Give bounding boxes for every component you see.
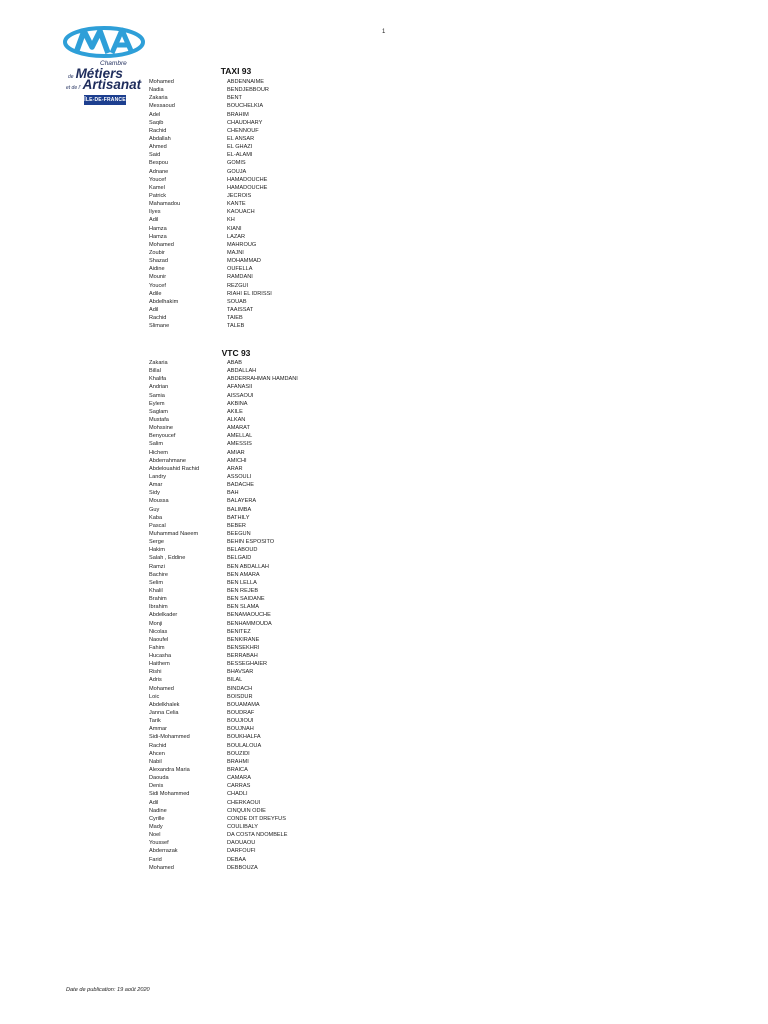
first-name: Mady — [149, 824, 163, 831]
first-name: Brahim — [149, 596, 167, 603]
last-name: BATHILY — [227, 514, 250, 521]
last-name: MAJNI — [227, 249, 244, 256]
first-name: Amar — [149, 482, 163, 489]
first-name: Shazad — [149, 258, 168, 265]
first-name: Youcef — [149, 282, 166, 289]
first-name: Guy — [149, 506, 160, 513]
first-name: Hakim — [149, 547, 165, 554]
first-name: Abdallah — [149, 135, 171, 142]
first-name: Serge — [149, 539, 164, 546]
logo-chambre: Chambre — [100, 60, 127, 67]
last-name: KIANI — [227, 225, 242, 232]
last-name: BRAICA — [227, 767, 248, 774]
last-name: BESSEGHAIER — [227, 661, 268, 668]
last-name: AMICHI — [227, 457, 247, 464]
last-name: KH — [227, 217, 235, 224]
last-name: ABDENNAIME — [227, 79, 264, 85]
last-name: CONDE DIT DREYFUS — [227, 815, 286, 822]
first-name: Ammar — [149, 726, 168, 733]
last-name: DARFOUFI — [227, 848, 256, 855]
last-name: BOUAMAMA — [227, 701, 260, 708]
first-name: Khalifa — [149, 376, 167, 383]
last-name: CAMARA — [227, 775, 251, 782]
first-name: Haithem — [149, 661, 170, 668]
first-name: Noel — [149, 832, 161, 839]
last-name: RAMDANI — [227, 274, 253, 281]
last-name: EL-ALAMI — [227, 152, 253, 159]
logo-metiers-text: Métiers — [75, 66, 123, 81]
last-name: BRAHIM — [227, 111, 249, 118]
first-name: Zakaria — [149, 360, 168, 366]
last-name: BERRABAH — [227, 653, 258, 660]
last-name: BEN ABDALLAH — [227, 563, 269, 570]
first-name: Sidi Mohammed — [149, 791, 190, 798]
last-name: BALIMBA — [227, 506, 252, 513]
last-name: BENT — [227, 95, 242, 102]
last-name: BEN LELLA — [227, 579, 257, 586]
last-name: BOUDRAF — [227, 710, 255, 717]
first-name: Bachire — [149, 571, 168, 578]
last-name: AMELLAL — [227, 433, 253, 440]
last-name: CARRAS — [227, 783, 251, 790]
first-name: Naoufel — [149, 636, 169, 643]
first-name: Loic — [149, 693, 160, 700]
last-name: CHENNOUF — [227, 127, 259, 134]
logo-artisanat-text: Artisanat — [82, 77, 142, 92]
first-name: Rachid — [149, 742, 167, 749]
last-name: AISSAOUI — [227, 392, 254, 399]
first-name: Rishi — [149, 669, 162, 676]
last-name: BOULALOUA — [227, 742, 262, 749]
first-name: Adil — [149, 217, 159, 224]
last-name: BOUZIDI — [227, 750, 250, 757]
logo-artisanat-prefix: et de l' — [66, 85, 81, 91]
first-name: Messaoud — [149, 103, 175, 110]
first-name: Daouda — [149, 775, 169, 782]
first-name: Selim — [149, 579, 163, 586]
last-name: BELGAID — [227, 555, 252, 562]
last-name: BENKIRANE — [227, 636, 260, 643]
cma-logo-mark — [62, 25, 148, 61]
first-name: Adel — [149, 111, 161, 118]
first-name: Ramzi — [149, 563, 165, 570]
first-name: Abdelhakim — [149, 298, 179, 305]
first-name: Nadia — [149, 87, 164, 94]
first-name: Benyoucef — [149, 433, 176, 440]
last-name: KANTE — [227, 201, 246, 208]
first-name: Alexandra Maria — [149, 767, 190, 774]
page-number: 1 — [382, 29, 386, 35]
last-name: KAOUACH — [227, 209, 255, 216]
first-name: Hamza — [149, 225, 167, 232]
last-name: HAMADOUCHE — [227, 176, 268, 183]
first-name: Bespou — [149, 160, 168, 167]
last-name: MAHROUG — [227, 241, 257, 248]
last-name: BALAYERA — [227, 498, 257, 505]
first-name: Youcef — [149, 176, 166, 183]
first-name: Sidi-Mohammed — [149, 734, 190, 741]
last-name: TAAISSAT — [227, 306, 254, 313]
last-name: AMARAT — [227, 425, 250, 432]
first-name: Fahim — [149, 644, 165, 651]
first-name: Tarik — [149, 718, 161, 725]
first-name: Monji — [149, 620, 163, 627]
last-name: BOUJNAH — [227, 726, 254, 733]
first-name: Kamel — [149, 184, 165, 191]
first-name: Youssef — [149, 840, 169, 847]
first-name: Rachid — [149, 315, 167, 322]
last-name: BEN AMARA — [227, 571, 260, 578]
last-name: DAOUAOU — [227, 840, 256, 847]
last-name: BENITEZ — [227, 628, 251, 635]
first-name: Abderrazak — [149, 848, 178, 855]
last-name: COULIBALY — [227, 824, 258, 831]
last-name: BADACHE — [227, 482, 255, 489]
first-name: Mahamadou — [149, 201, 181, 208]
first-name: Ilyes — [149, 209, 161, 216]
logo-artisanat — [66, 77, 141, 92]
first-name: Eylem — [149, 400, 165, 407]
first-name: Abdelkader — [149, 612, 178, 619]
last-name: BOUKHALFA — [227, 734, 261, 741]
first-name: Rachid — [149, 127, 167, 134]
first-name: Pascal — [149, 522, 166, 529]
first-name: Mohssine — [149, 425, 173, 432]
first-name: Hichem — [149, 449, 168, 456]
last-name: BEN SLAMA — [227, 604, 260, 611]
taxi-section-title: TAXI 93 — [220, 66, 252, 76]
first-name: Abdelkhalek — [149, 701, 180, 708]
first-name: Zoubir — [149, 249, 165, 256]
first-name: Denis — [149, 783, 164, 790]
first-name: Saglam — [149, 408, 168, 415]
logo-metiers-prefix: de — [68, 74, 74, 80]
last-name: GOMIS — [227, 160, 246, 167]
last-name: LAZAR — [227, 233, 246, 240]
last-name: BEEGUN — [227, 530, 251, 537]
first-name: Hucasha — [149, 653, 172, 660]
first-name: Zakaria — [149, 95, 168, 102]
first-name: Adil — [149, 799, 159, 806]
first-name: Billal — [149, 368, 161, 375]
first-name: Salim — [149, 441, 163, 448]
last-name: AFANASII — [227, 384, 253, 391]
first-name: Ibrahim — [149, 604, 168, 611]
last-name: BEBER — [227, 522, 246, 529]
last-name: BINDACH — [227, 685, 253, 692]
last-name: AMIAR — [227, 449, 245, 456]
last-name: ARAR — [227, 465, 243, 472]
last-name: MOHAMMAD — [227, 258, 261, 265]
last-name: ABDALLAH — [227, 368, 257, 375]
last-name: BELABOUD — [227, 547, 258, 554]
last-name: ABAB — [227, 360, 242, 366]
first-name: Sidy — [149, 490, 160, 497]
last-name: GOUJA — [227, 168, 247, 175]
last-name: JECROIS — [227, 192, 252, 199]
last-name: EL GHAZI — [227, 144, 253, 151]
last-name: OUFELLA — [227, 266, 253, 273]
first-name: Aidine — [149, 266, 165, 273]
last-name: ABDERRAHMAN HAMDANI — [227, 376, 298, 383]
last-name: DEBBOUZA — [227, 864, 258, 871]
last-name: HAMADOUCHE — [227, 184, 268, 191]
first-name: Abderrahmane — [149, 457, 187, 464]
last-name: BEHIN ESPOSITO — [227, 539, 275, 546]
last-name: BOUJIOUI — [227, 718, 254, 725]
first-name: Ahcen — [149, 750, 165, 757]
first-name: Mohamed — [149, 864, 174, 871]
first-name: Nadine — [149, 807, 167, 814]
last-name: BEN REJEB — [227, 587, 259, 594]
first-name: Moussa — [149, 498, 169, 505]
first-name: Cyrille — [149, 815, 165, 822]
publication-date: Date de publication: 19 août 2020 — [66, 987, 150, 993]
first-name: Adnane — [149, 168, 169, 175]
first-name: Farid — [149, 856, 162, 863]
last-name: ALKAN — [227, 416, 246, 423]
last-name: BOUCHELKIA — [227, 103, 264, 110]
first-name: Janna Celia — [149, 710, 179, 717]
last-name: EL ANSAR — [227, 135, 255, 142]
first-name: Mohamed — [149, 241, 174, 248]
last-name: BILAL — [227, 677, 243, 684]
last-name: CINQUIN ODIE — [227, 807, 266, 814]
first-name: Mounir — [149, 274, 167, 281]
last-name: CHAUDHARY — [227, 119, 263, 126]
last-name: BENAMAOUCHE — [227, 612, 271, 619]
first-name: Kaba — [149, 514, 163, 521]
first-name: Patrick — [149, 192, 167, 199]
first-name: Ahmed — [149, 144, 167, 151]
cma-logo — [62, 25, 148, 107]
first-name: Landry — [149, 473, 167, 480]
last-name: BAH — [227, 490, 239, 497]
last-name: DA COSTA NDOMBELE — [227, 832, 288, 839]
last-name: BENDJEBBOUR — [227, 87, 269, 94]
first-name: Said — [149, 152, 161, 159]
first-name: Hamza — [149, 233, 167, 240]
last-name: BENHAMMOUDA — [227, 620, 272, 627]
first-name: Salah , Eddine — [149, 555, 186, 562]
first-name: Adil — [149, 306, 159, 313]
first-name: Adris — [149, 677, 162, 684]
last-name: TALEB — [227, 323, 245, 330]
last-name: DEBAA — [227, 856, 246, 863]
first-name: Muhammad Naeem — [149, 530, 199, 537]
first-name: Mustafa — [149, 416, 169, 423]
last-name: BRAHMI — [227, 758, 249, 765]
last-name: RIAHI EL IDRISSI — [227, 290, 272, 297]
last-name: AMESSIS — [227, 441, 252, 448]
first-name: Nicolas — [149, 628, 168, 635]
first-name: Mohamed — [149, 79, 174, 85]
first-name: Andrian — [149, 384, 169, 391]
last-name: ASSOULI — [227, 473, 252, 480]
last-name: CHADLI — [227, 791, 248, 798]
last-name: TAIEB — [227, 315, 243, 322]
vtc-section-title: VTC 93 — [221, 348, 251, 358]
first-name: Adile — [149, 290, 162, 297]
first-name: Slimane — [149, 323, 170, 330]
last-name: CHERKAOUI — [227, 799, 261, 806]
last-name: BEN SAIDANE — [227, 596, 265, 603]
last-name: REZGUI — [227, 282, 249, 289]
first-name: Saqib — [149, 119, 164, 126]
last-name: AKBINA — [227, 400, 248, 407]
last-name: AKILE — [227, 408, 243, 415]
first-name: Samia — [149, 392, 165, 399]
last-name: SOUAB — [227, 298, 247, 305]
region-badge: ÎLE-DE-FRANCE — [84, 97, 126, 103]
first-name: Nabil — [149, 758, 162, 765]
last-name: BHAVSAR — [227, 669, 254, 676]
first-name: Khalil — [149, 587, 163, 594]
first-name: Abdelouahid Rachid — [149, 465, 200, 472]
last-name: BENSEKHRI — [227, 644, 260, 651]
last-name: BOISDUR — [227, 693, 253, 700]
first-name: Mohamed — [149, 685, 174, 692]
